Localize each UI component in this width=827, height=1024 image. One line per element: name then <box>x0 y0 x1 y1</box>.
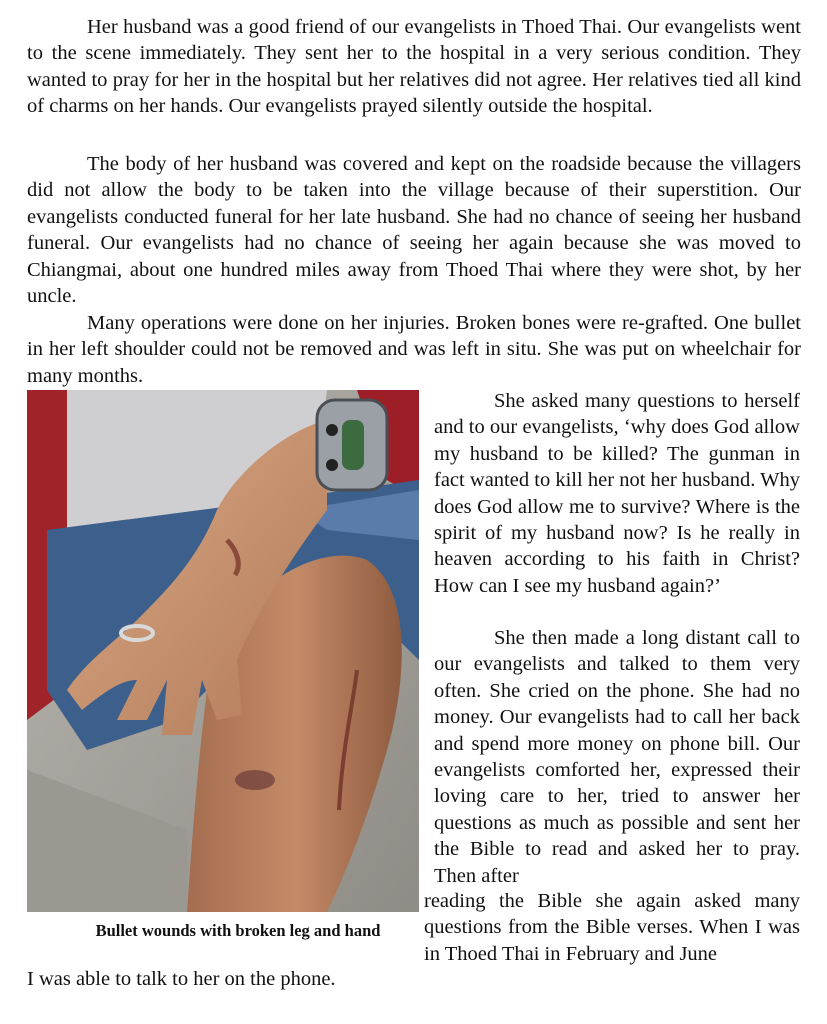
paragraph-funeral: The body of her husband was covered and kept on the roadside because the villagers did not allow the body to be taken into the village because of their superstition. Our evangelists conducted funeral for her late husband. She had no chance of seeing her husband funeral. Our evangelists had no chance of seeing her again because she was moved to Chiangmai, about one hundred miles away from Thoed Thai where they were shot, by her uncle. <box>27 153 801 308</box>
paragraph-husband-friend: Her husband was a good friend of our evangelists in Thoed Thai. Our evangelists went to the scene immediately. They sent her to the hospital in a very serious condition. They wanted to pray for her in the hospital but her relatives did not agree. Her relatives tied all kind of charms on her hands. Our evangelists prayed silently outside the hospital. <box>27 16 801 118</box>
wound-photo <box>27 390 419 912</box>
paragraph-phone-calls: She then made a long distant call to our evangelists and talked to them very often. She cried on the phone. She had no money. Our evangelists had to call her back and spend more money on phone bill. Our evangelists comforted her, expressed their loving care to her, tried to answer her questions as much as possible and sent her the Bible to read and asked her to pray. Then after <box>434 627 800 887</box>
paragraph-questions: She asked many questions to herself and to our evangelists, ‘why does God allow my husband to be killed? The gunman in fact wanted to kill her not her husband. Why does God allow me to survive? Where is the spirit of my husband now? Is he really in heaven according to his faith in Christ? How can I see my husband again?’ <box>434 390 800 597</box>
figure-caption: Bullet wounds with broken leg and hand <box>95 921 381 940</box>
paragraph-closing-line: I was able to talk to her on the phone. <box>27 968 336 990</box>
paragraph-operations: Many operations were done on her injuries. Broken bones were re-grafted. One bullet in her left shoulder could not be removed and was left in situ. She was put on wheelchair for many months. <box>27 312 801 387</box>
paragraph-bible-questions: reading the Bible she again asked many questions from the Bible verses. When I was in Thoed Thai in February and June <box>424 890 800 965</box>
